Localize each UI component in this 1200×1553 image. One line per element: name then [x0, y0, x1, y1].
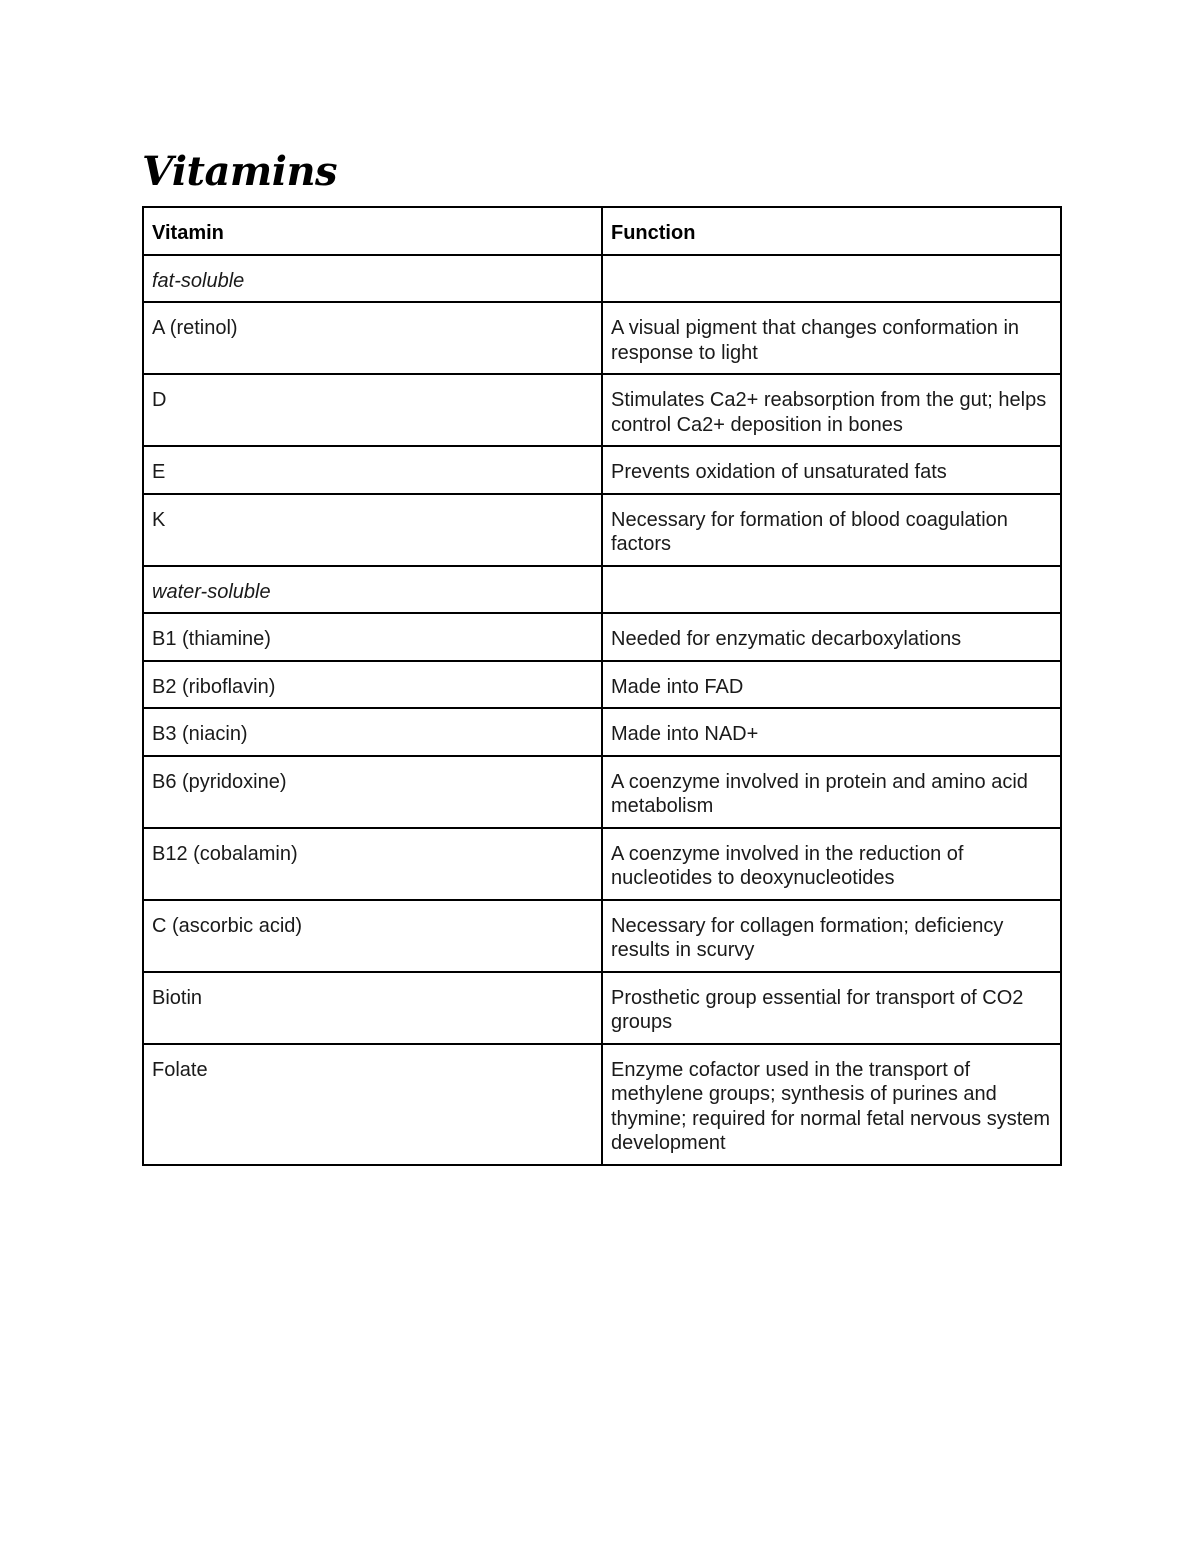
category-label: water-soluble [143, 566, 602, 614]
function-cell: Necessary for collagen formation; deficiency results in scurvy [602, 900, 1061, 972]
vitamin-cell: B6 (pyridoxine) [143, 756, 602, 828]
function-cell: Necessary for formation of blood coagulation factors [602, 494, 1061, 566]
function-cell: A coenzyme involved in protein and amino acid metabolism [602, 756, 1061, 828]
vitamin-cell: A (retinol) [143, 302, 602, 374]
table-row [143, 302, 1061, 374]
table-row [143, 900, 1061, 972]
function-cell: Made into NAD+ [602, 708, 1061, 756]
function-cell: Needed for enzymatic decarboxylations [602, 613, 1061, 661]
vitamin-cell: B3 (niacin) [143, 708, 602, 756]
vitamin-cell: Folate [143, 1044, 602, 1165]
vitamin-cell: B1 (thiamine) [143, 613, 602, 661]
function-cell: Made into FAD [602, 661, 1061, 709]
function-cell: A coenzyme involved in the reduction of nucleotides to deoxynucleotides [602, 828, 1061, 900]
category-label: fat-soluble [143, 255, 602, 303]
vitamin-cell: K [143, 494, 602, 566]
table-row [143, 566, 1061, 614]
table-row [143, 756, 1061, 828]
table-row [143, 972, 1061, 1044]
table-row [143, 255, 1061, 303]
vitamin-cell: B12 (cobalamin) [143, 828, 602, 900]
table-header-row [143, 207, 1061, 255]
vitamin-table [142, 206, 1062, 1166]
table-row [143, 828, 1061, 900]
table-row [143, 446, 1061, 494]
header-function: Function [602, 207, 1061, 255]
vitamin-cell: D [143, 374, 602, 446]
table-row [143, 661, 1061, 709]
vitamin-table-body [143, 207, 1061, 1165]
function-cell [602, 566, 1061, 614]
table-row [143, 613, 1061, 661]
table-row [143, 494, 1061, 566]
function-cell: Enzyme cofactor used in the transport of methylene groups; synthesis of purines and thymine; required for normal fetal nervous system development [602, 1044, 1061, 1165]
vitamin-cell: B2 (riboflavin) [143, 661, 602, 709]
vitamin-cell: C (ascorbic acid) [143, 900, 602, 972]
function-cell: Stimulates Ca2+ reabsorption from the gut; helps control Ca2+ deposition in bones [602, 374, 1061, 446]
function-cell: Prosthetic group essential for transport of CO2 groups [602, 972, 1061, 1044]
function-cell: Prevents oxidation of unsaturated fats [602, 446, 1061, 494]
page-title: Vitamins [142, 148, 338, 195]
function-cell [602, 255, 1061, 303]
table-row [143, 1044, 1061, 1165]
table-row [143, 708, 1061, 756]
vitamin-cell: E [143, 446, 602, 494]
function-cell: A visual pigment that changes conformation in response to light [602, 302, 1061, 374]
table-row [143, 374, 1061, 446]
vitamin-cell: Biotin [143, 972, 602, 1044]
header-vitamin: Vitamin [143, 207, 602, 255]
